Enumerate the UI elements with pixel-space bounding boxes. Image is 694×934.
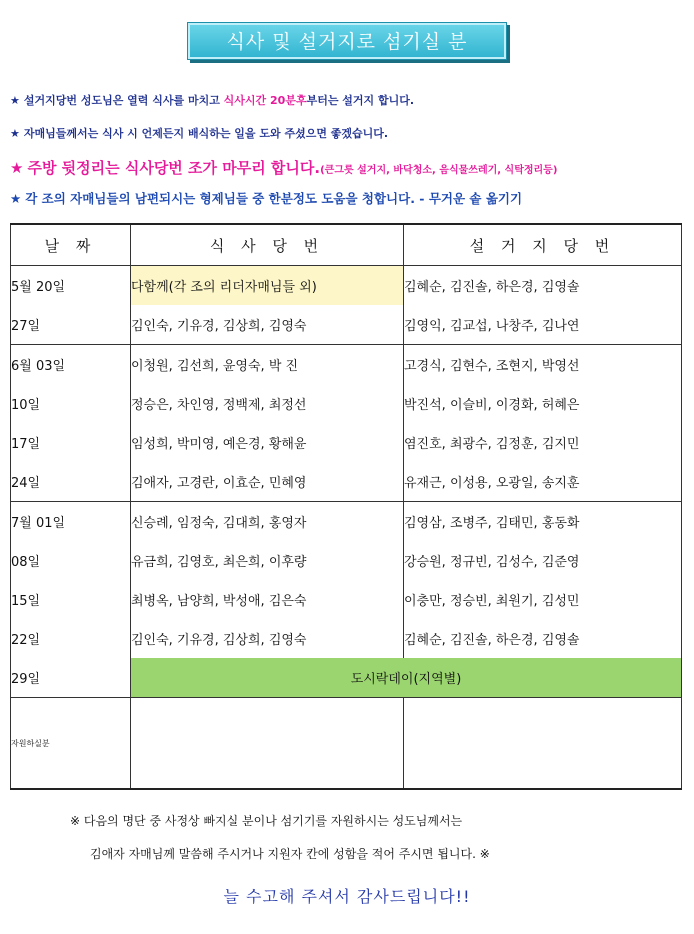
note-kitchen-cleanup [10,157,557,178]
row-date: 27일 [11,305,131,345]
table-row [11,462,682,502]
volunteer-dish-cell[interactable] [404,698,682,790]
row-dish-duty: 강승원, 정규빈, 김성수, 김준영 [404,541,682,580]
header-meal-duty: 식 사 당 번 [131,224,404,266]
row-date: 10일 [11,384,131,423]
note-dish-duty-highlight: 식사시간 20분후 [223,94,307,107]
row-dish-duty: 유재근, 이성용, 오광일, 송지훈 [404,462,682,502]
table-row [11,619,682,658]
row-date: 5월 20일 [11,266,131,306]
note-serving-help-text: 자매님들께서는 식사 시 언제든지 배식하는 일을 도와 주셨으면 좋겠습니다. [23,127,389,140]
star-icon: ★ [10,94,20,107]
row-date: 7월 01일 [11,502,131,542]
lunchbox-day-cell: 도시락데이(지역별) [131,658,682,698]
star-icon: ★ [10,191,22,206]
row-dish-duty: 김혜순, 김진솔, 하은경, 김영솔 [404,266,682,306]
table-row [11,423,682,462]
row-meal-duty: 이청원, 김선희, 윤영숙, 박 진 [131,345,404,385]
header-dish-duty: 설 거 지 당 번 [404,224,682,266]
row-meal-duty: 김인숙, 기유경, 김상희, 김영숙 [131,305,404,345]
row-date: 22일 [11,619,131,658]
row-dish-duty: 김혜순, 김진솔, 하은경, 김영솔 [404,619,682,658]
volunteer-label: 자원하실분 [11,698,131,790]
table-row [11,266,682,306]
row-meal-duty: 유금희, 김영호, 최은희, 이후량 [131,541,404,580]
row-meal-duty: 임성희, 박미영, 예은경, 황해윤 [131,423,404,462]
title-container [0,22,694,60]
row-dish-duty: 이충만, 정승빈, 최원기, 김성민 [404,580,682,619]
note-brothers-help-text: 각 조의 자매님들의 남편되시는 형제님들 중 한분정도 도움을 청합니다. - 무거운 솥 옮기기 [25,191,523,206]
row-date: 08일 [11,541,131,580]
note-kitchen-cleanup-text: 주방 뒷정리는 식사당번 조가 마무리 합니다. [27,159,321,177]
thanks-message: 늘 수고해 주셔서 감사드립니다!! [223,887,471,906]
table-row [11,580,682,619]
row-dish-duty: 김영삼, 조병주, 김태민, 홍동화 [404,502,682,542]
note-brothers-help [10,189,522,207]
row-meal-duty: 정승은, 차인영, 정백제, 최정선 [131,384,404,423]
note-kitchen-cleanup-detail: (큰그릇 설거지, 바닥청소, 음식물쓰레기, 식탁정리등) [320,165,558,176]
header-date: 날 짜 [11,224,131,266]
row-date: 15일 [11,580,131,619]
volunteer-row [11,698,682,790]
table-row [11,658,682,698]
page-title: 식사 및 설거지로 섬기실 분 [187,22,507,60]
star-icon: ★ [10,159,24,177]
row-date: 24일 [11,462,131,502]
volunteer-meal-cell[interactable] [131,698,404,790]
row-meal-duty: 김애자, 고경란, 이효순, 민혜영 [131,462,404,502]
row-date: 6월 03일 [11,345,131,385]
row-dish-duty: 박진석, 이슬비, 이경화, 허혜은 [404,384,682,423]
row-dish-duty: 김영익, 김교섭, 나창주, 김나연 [404,305,682,345]
table-row [11,345,682,385]
table-row [11,384,682,423]
table-row [11,502,682,542]
table-row [11,305,682,345]
note-dish-duty-text-a: 설거지당번 성도님은 열력 식사를 마치고 [23,94,224,107]
table-row [11,541,682,580]
footer-line-2: 김애자 자매님께 말씀해 주시거나 지원자 칸에 성함을 적어 주시면 됩니다. ※ [90,847,490,861]
star-icon: ★ [10,127,20,140]
note-serving-help [10,125,388,141]
note-dish-duty [10,92,414,108]
row-meal-duty: 최병옥, 남양희, 박성애, 김은숙 [131,580,404,619]
row-dish-duty: 염진호, 최광수, 김정훈, 김지민 [404,423,682,462]
footer-line-1: ※ 다음의 명단 중 사정상 빠지실 분이나 섬기기를 자원하시는 성도님께서는 [70,814,463,828]
note-dish-duty-text-c: 부터는 설거지 합니다. [306,94,415,107]
schedule-table [10,223,682,790]
row-date: 29일 [11,658,131,698]
table-header-row [11,224,682,266]
row-meal-duty: 다함께(각 조의 리더자매님들 외) [131,266,404,306]
row-meal-duty: 김인숙, 기유경, 김상희, 김영숙 [131,619,404,658]
row-dish-duty: 고경식, 김현수, 조현지, 박영선 [404,345,682,385]
row-date: 17일 [11,423,131,462]
row-meal-duty: 신승례, 임정숙, 김대희, 홍영자 [131,502,404,542]
